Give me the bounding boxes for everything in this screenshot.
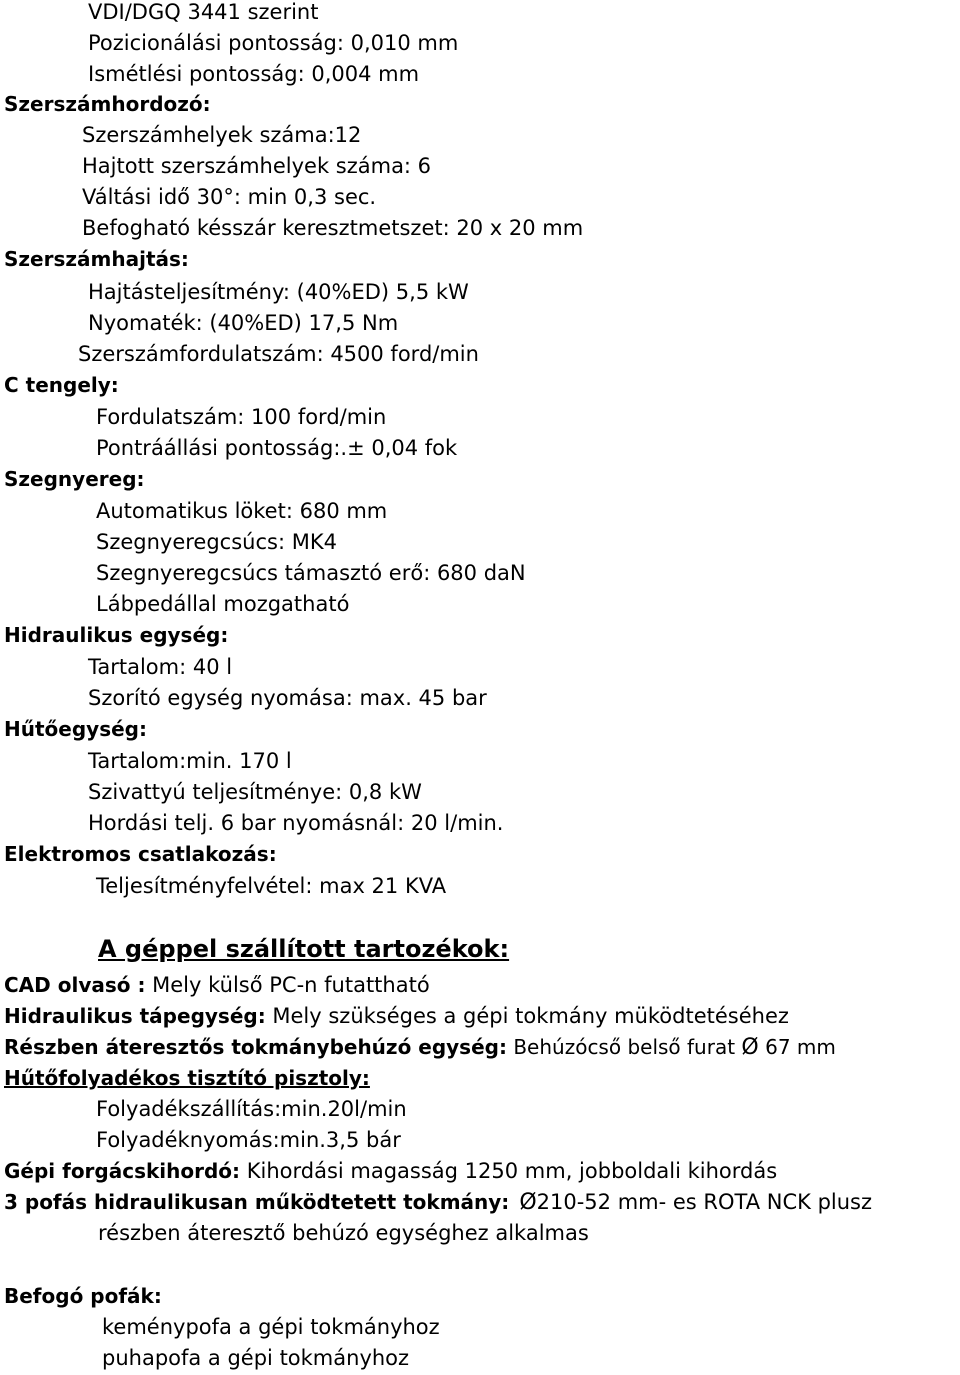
tailstock-heading: Szegnyereg: [4, 467, 145, 491]
accessory-coolant-gun [4, 1063, 370, 1093]
cooling-unit-item: Tartalom:min. 170 l [88, 749, 292, 773]
accessory-drawbar-tail: 67 mm [758, 1035, 836, 1059]
coolant-gun-item: Folyadéknyomás:min.3,5 bár [96, 1128, 401, 1152]
accessory-drawbar-label: Részben áteresztős tokmánybehúzó egység: [4, 1035, 507, 1059]
tailstock-item: Szegnyeregcsúcs: MK4 [96, 530, 337, 554]
accessory-chuck-text: 210-52 mm- es ROTA NCK plusz [536, 1190, 873, 1214]
hydraulic-unit-item: Tartalom: 40 l [88, 655, 233, 679]
c-axis-heading: C tengely: [4, 373, 119, 397]
accessory-cad-text: Mely külső PC-n futattható [145, 973, 430, 997]
tool-drive-heading: Szerszámhajtás: [4, 247, 189, 271]
accessory-hydraulic-power-text: Mely szükséges a gépi tokmány müködtetéséhez [265, 1004, 789, 1028]
accessory-chip-conveyor-text: Kihordási magasság 1250 mm, jobboldali kihordás [240, 1159, 778, 1183]
tool-carrier-item: Szerszámhelyek száma:12 [82, 123, 362, 147]
cooling-unit-item: Szivattyú teljesítménye: 0,8 kW [88, 780, 422, 804]
c-axis-item: Fordulatszám: 100 ford/min [96, 405, 387, 429]
accessory-chuck-label: 3 pofás hidraulikusan működtetett tokmány: [4, 1190, 510, 1214]
accessory-chip-conveyor [4, 1156, 777, 1186]
tailstock-item: Automatikus löket: 680 mm [96, 499, 388, 523]
accessory-chuck [4, 1187, 872, 1217]
spec-positioning-accuracy: Pozicionálási pontosság: 0,010 mm [88, 31, 459, 55]
accessories-title-text: A géppel szállított tartozékok: [98, 935, 510, 963]
accessory-cad-label: CAD olvasó : [4, 973, 146, 997]
accessory-chuck-continuation: részben áteresztő behúzó egységhez alkalmas [98, 1221, 589, 1245]
tool-drive-item: Nyomaték: (40%ED) 17,5 Nm [88, 311, 399, 335]
hydraulic-unit-heading: Hidraulikus egység: [4, 623, 229, 647]
hydraulic-unit-item: Szorító egység nyomása: max. 45 bar [88, 686, 487, 710]
tool-drive-item: Hajtásteljesítmény: (40%ED) 5,5 kW [88, 280, 469, 304]
coolant-gun-item: Folyadékszállítás:min.20l/min [96, 1097, 407, 1121]
tailstock-item: Lábpedállal mozgatható [96, 592, 350, 616]
accessories-title [98, 932, 509, 966]
spec-standard: VDI/DGQ 3441 szerint [88, 0, 319, 24]
jaws-item: keménypofa a gépi tokmányhoz [102, 1315, 440, 1339]
tool-carrier-item: Befogható késszár keresztmetszet: 20 x 20 mm [82, 216, 584, 240]
accessory-hydraulic-power [4, 1001, 789, 1031]
accessory-chip-conveyor-label: Gépi forgácskihordó: [4, 1159, 241, 1183]
tool-carrier-item: Váltási idő 30°: min 0,3 sec. [82, 185, 377, 209]
diameter-symbol: Ø [519, 1190, 537, 1215]
accessory-jaws-label: Befogó pofák: [4, 1284, 162, 1308]
tool-carrier-heading: Szerszámhordozó: [4, 92, 211, 116]
cooling-unit-item: Hordási telj. 6 bar nyomásnál: 20 l/min. [88, 811, 504, 835]
tailstock-item: Szegnyeregcsúcs támasztó erő: 680 daN [96, 561, 526, 585]
spec-repeatability: Ismétlési pontosság: 0,004 mm [88, 62, 420, 86]
electrical-item: Teljesítményfelvétel: max 21 KVA [96, 874, 447, 898]
tool-drive-item: Szerszámfordulatszám: 4500 ford/min [78, 342, 479, 366]
accessory-hydraulic-power-label: Hidraulikus tápegység: [4, 1004, 266, 1028]
jaws-item: puhapofa a gépi tokmányhoz [102, 1346, 410, 1370]
diameter-symbol: Ø [741, 1035, 759, 1060]
accessory-jaws [4, 1281, 162, 1311]
tool-carrier-item: Hajtott szerszámhelyek száma: 6 [82, 154, 432, 178]
electrical-heading: Elektromos csatlakozás: [4, 842, 277, 866]
accessory-coolant-gun-label: Hűtőfolyadékos tisztító pisztoly: [4, 1066, 370, 1090]
cooling-unit-heading: Hűtőegység: [4, 717, 147, 741]
accessory-cad [4, 970, 430, 1000]
c-axis-item: Pontráállási pontosság:.± 0,04 fok [96, 436, 458, 460]
accessory-drawbar-text: Behúzócső belső furat [506, 1035, 742, 1059]
accessory-drawbar [4, 1032, 836, 1062]
